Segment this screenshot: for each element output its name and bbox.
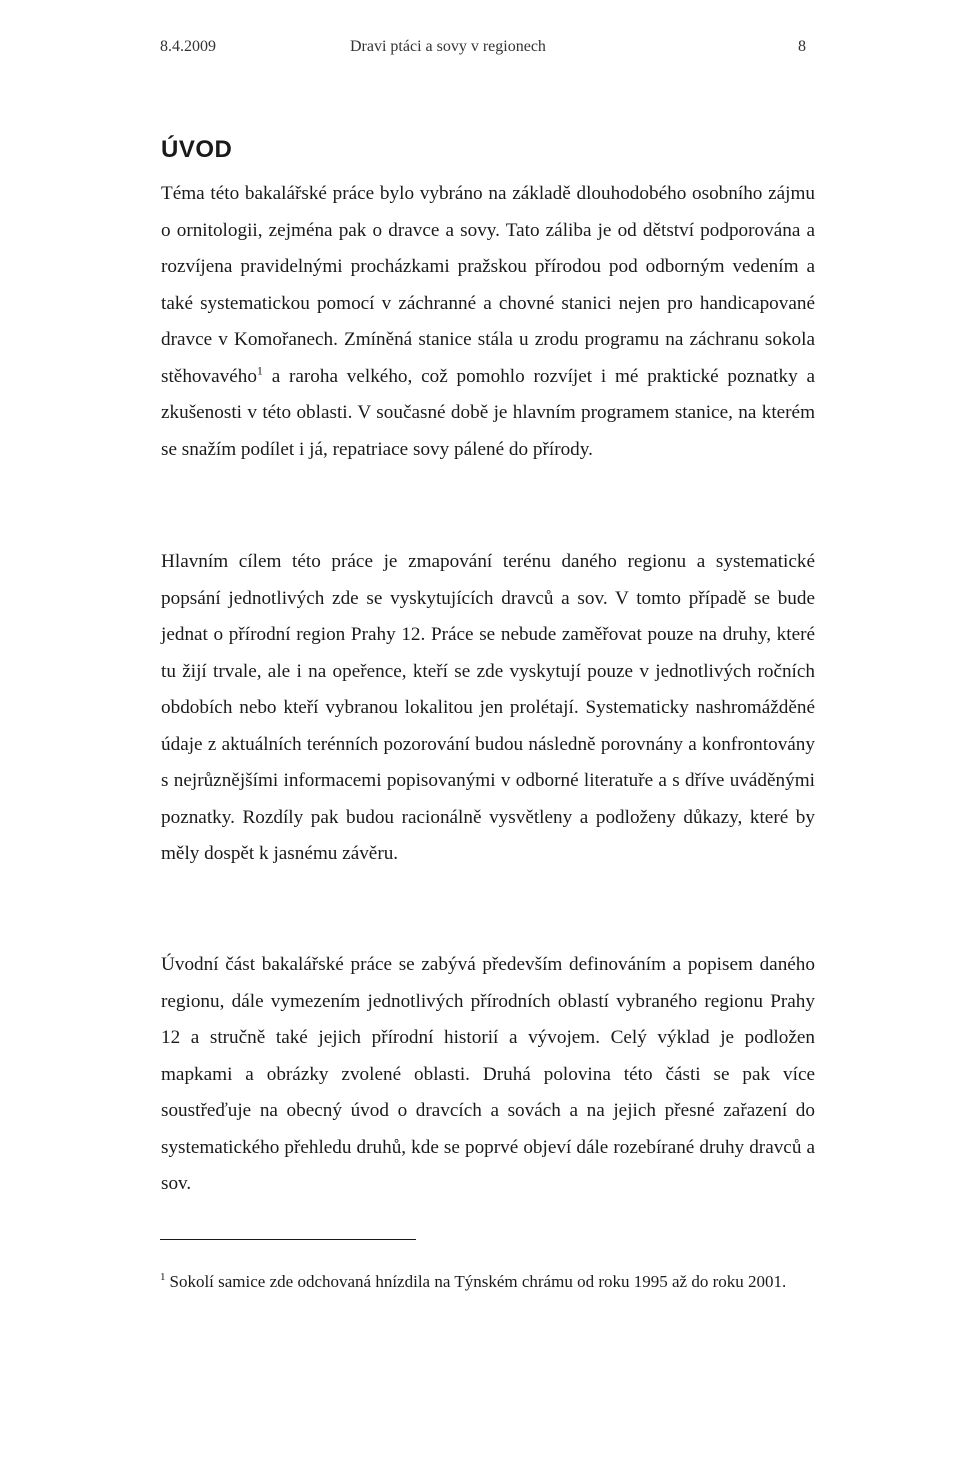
header-title: Dravi ptáci a sovy v regionech xyxy=(350,38,546,55)
paragraph-1-text-a: Téma této bakalářské práce bylo vybráno na základě dlouhodobého osobního zájmu o ornitologii, zejména pak o dravce a sovy. Tato záliba je od dětství podporována a rozvíjena pravidelnými procházkami pražskou přírodou pod odborným vedením a také systematickou pomocí v záchranné a chovné stanici nejen pro handicapované dravce v Komořanech. Zmíněná stanice stála u zrodu programu na záchranu sokola stěhovavého xyxy=(161,183,815,387)
header-date: 8.4.2009 xyxy=(160,38,216,55)
footnote-text: Sokolí samice zde odchovaná hnízdila na Týnském chrámu od roku 1995 až do roku 2001. xyxy=(169,1272,787,1291)
footnote-number: 1 xyxy=(160,1271,166,1284)
footnote xyxy=(160,1270,814,1294)
paragraph-1 xyxy=(161,176,815,468)
header-page-number: 8 xyxy=(798,38,806,55)
section-heading: ÚVOD xyxy=(161,136,233,163)
paragraph-1-text-b: a raroha velkého, což pomohlo rozvíjet i mé praktické poznatky a zkušenosti v této oblasti. V současné době je hlavním programem stanice, na kterém se snažím podílet i já, repatriace sovy pálené do přírody. xyxy=(161,365,815,460)
footnote-reference[interactable]: 1 xyxy=(256,363,263,378)
paragraph-2: Hlavním cílem této práce je zmapování terénu daného regionu a systematické popsání jednotlivých zde se vyskytujících dravců a sov. V tomto případě se bude jednat o přírodní region Prahy 12. Práce se nebude zaměřovat pouze na druhy, které tu žijí trvale, ale i na opeřence, kteří se zde vyskytují pouze v jednotlivých ročních obdobích nebo kteří vybranou lokalitou jen prolétají. Systematicky nashromážděné údaje z aktuálních terénních pozorování budou následně porovnány a konfrontovány s nejrůznějšími informacemi popisovanými v odborné literatuře a s dříve uváděnými poznatky. Rozdíly pak budou racionálně vysvětleny a podloženy důkazy, které by měly dospět k jasnému závěru. xyxy=(161,551,815,864)
footnote-separator xyxy=(160,1239,416,1240)
running-header xyxy=(160,38,806,60)
paragraph-3: Úvodní část bakalářské práce se zabývá především definováním a popisem daného regionu, dále vymezením jednotlivých přírodních oblastí vybraného regionu Prahy 12 a stručně také jejich přírodní historií a vývojem. Celý výklad je podložen mapkami a obrázky zvolené oblasti. Druhá polovina této části se pak více soustřeďuje na obecný úvod o dravcích a sovách a na jejich přesné zařazení do systematického přehledu druhů, kde se poprvé objeví dále rozebírané druhy dravců a sov. xyxy=(161,954,815,1194)
